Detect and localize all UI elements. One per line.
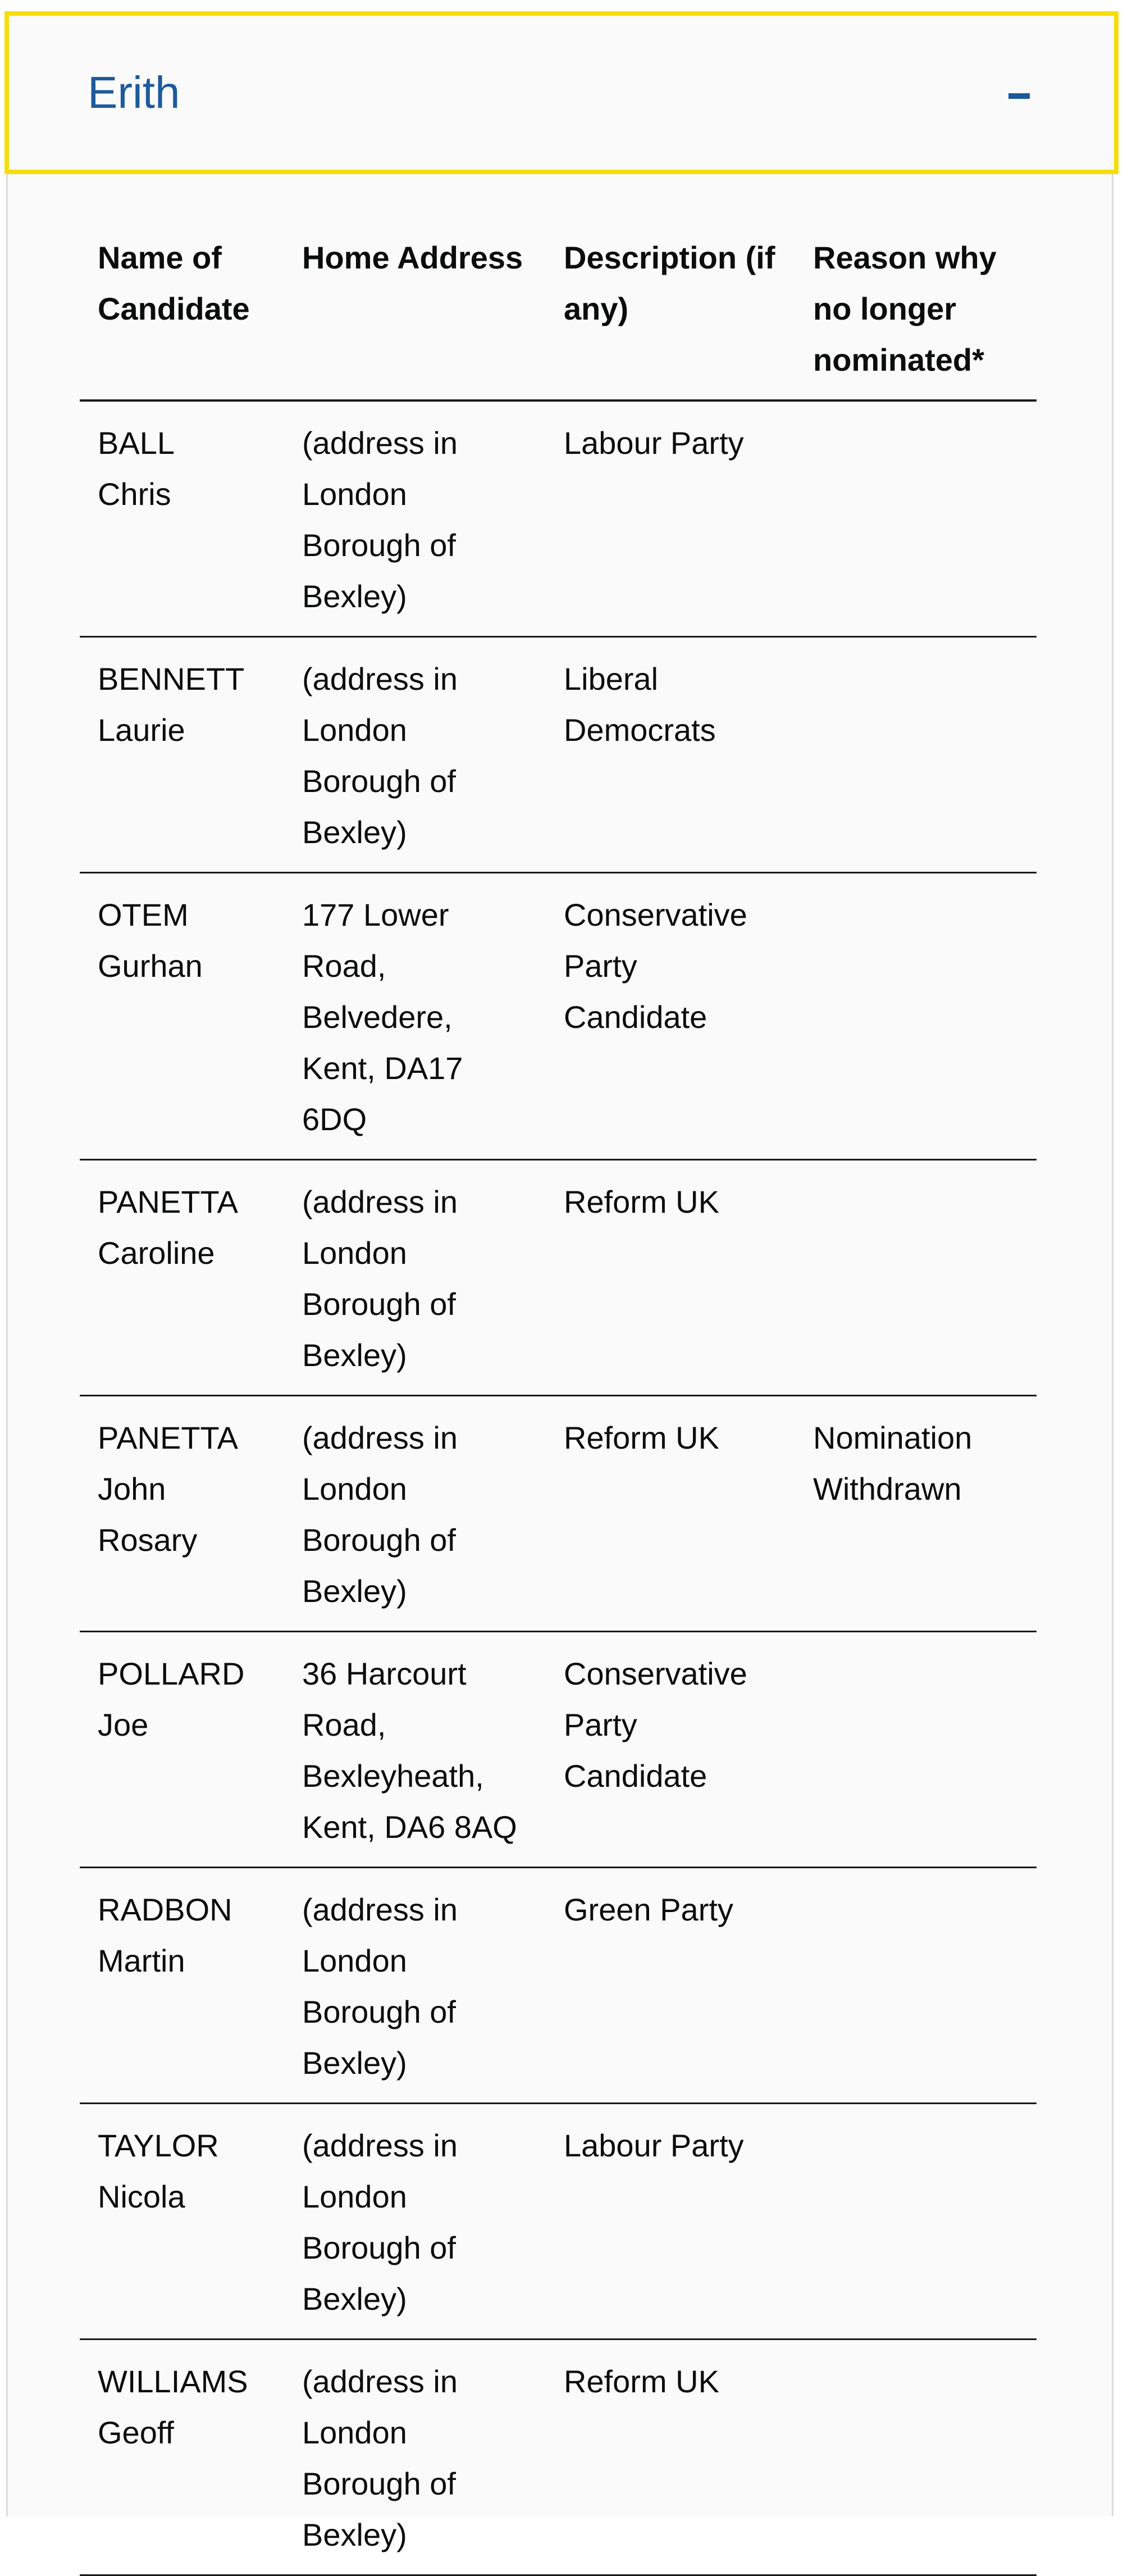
table-row <box>80 873 1037 1160</box>
candidate-address: (address in London Borough of Bexley) <box>302 1892 458 2081</box>
table-header-row <box>80 221 1037 400</box>
table-row <box>80 2104 1037 2340</box>
candidate-description: Labour Party <box>564 2128 744 2163</box>
candidate-description: Reform UK <box>564 1420 719 1455</box>
candidate-description: Green Party <box>564 1892 733 1927</box>
candidate-surname: WILLIAMS <box>98 2364 248 2399</box>
candidate-forenames: Gurhan <box>98 948 203 984</box>
candidate-address: (address in London Borough of Bexley) <box>302 2364 458 2552</box>
header-description: Description (if any) <box>564 240 775 326</box>
candidate-surname: BALL <box>98 425 175 461</box>
candidate-description: Liberal Democrats <box>564 661 716 748</box>
candidate-description: Reform UK <box>564 1184 719 1219</box>
candidate-address: (address in London Borough of Bexley) <box>302 1420 458 1609</box>
table-row <box>80 1868 1037 2104</box>
table-row <box>80 1160 1037 1396</box>
candidate-reason <box>795 873 1037 1160</box>
candidate-reason <box>795 400 1037 637</box>
candidate-name <box>80 1868 284 2104</box>
candidate-forenames: Chris <box>98 476 171 512</box>
table-row <box>80 637 1037 873</box>
candidate-name <box>80 873 284 1160</box>
candidates-table <box>80 221 1037 2576</box>
candidate-forenames: John Rosary <box>98 1471 198 1558</box>
candidate-address: (address in London Borough of Bexley) <box>302 425 458 614</box>
candidate-reason <box>795 2340 1037 2575</box>
candidate-name <box>80 1160 284 1396</box>
candidate-name <box>80 400 284 637</box>
candidate-name <box>80 2340 284 2575</box>
header-address: Home Address <box>302 240 523 275</box>
candidate-description: Labour Party <box>564 425 744 461</box>
candidate-address: (address in London Borough of Bexley) <box>302 661 458 850</box>
candidate-address: 36 Harcourt Road, Bexleyheath, Kent, DA6 8AQ <box>302 1656 517 1845</box>
table-row <box>80 400 1037 637</box>
accordion-toggle-erith[interactable] <box>4 11 1119 174</box>
table-row <box>80 1396 1037 1632</box>
candidate-name <box>80 1632 284 1868</box>
candidate-forenames: Caroline <box>98 1235 215 1271</box>
candidate-reason <box>795 2104 1037 2340</box>
candidate-reason <box>795 1868 1037 2104</box>
header-reason: Reason why no longer nominated* <box>813 240 997 377</box>
candidate-description: Conservative Party Candidate <box>564 1656 747 1794</box>
candidate-description: Conservative Party Candidate <box>564 897 747 1035</box>
candidate-reason <box>795 1160 1037 1396</box>
candidate-address: (address in London Borough of Bexley) <box>302 2128 458 2316</box>
candidate-reason: Nomination Withdrawn <box>813 1420 973 1507</box>
candidate-surname: OTEM <box>98 897 189 932</box>
candidate-surname: RADBON <box>98 1892 232 1927</box>
table-row <box>80 1632 1037 1868</box>
candidate-name <box>80 2104 284 2340</box>
candidate-surname: PANETTA <box>98 1184 238 1219</box>
header-name: Name of Candidate <box>98 240 250 326</box>
accordion-title: Erith <box>88 67 180 117</box>
table-row <box>80 2340 1037 2575</box>
candidate-address: (address in London Borough of Bexley) <box>302 1184 458 1373</box>
candidate-surname: BENNETT <box>98 661 245 697</box>
candidate-reason <box>795 1632 1037 1868</box>
candidate-name <box>80 637 284 873</box>
candidate-description: Reform UK <box>564 2364 719 2399</box>
candidate-surname: TAYLOR <box>98 2128 219 2163</box>
candidate-forenames: Martin <box>98 1943 185 1978</box>
candidate-reason <box>795 637 1037 873</box>
candidate-surname: PANETTA <box>98 1420 238 1455</box>
candidate-name <box>80 1396 284 1632</box>
candidate-forenames: Geoff <box>98 2415 174 2450</box>
candidate-forenames: Laurie <box>98 712 185 748</box>
candidate-address: 177 Lower Road, Belvedere, Kent, DA17 6DQ <box>302 897 463 1137</box>
candidate-forenames: Nicola <box>98 2179 185 2214</box>
minus-icon[interactable] <box>1008 93 1030 99</box>
candidate-surname: POLLARD <box>98 1656 245 1691</box>
candidate-forenames: Joe <box>98 1707 149 1742</box>
